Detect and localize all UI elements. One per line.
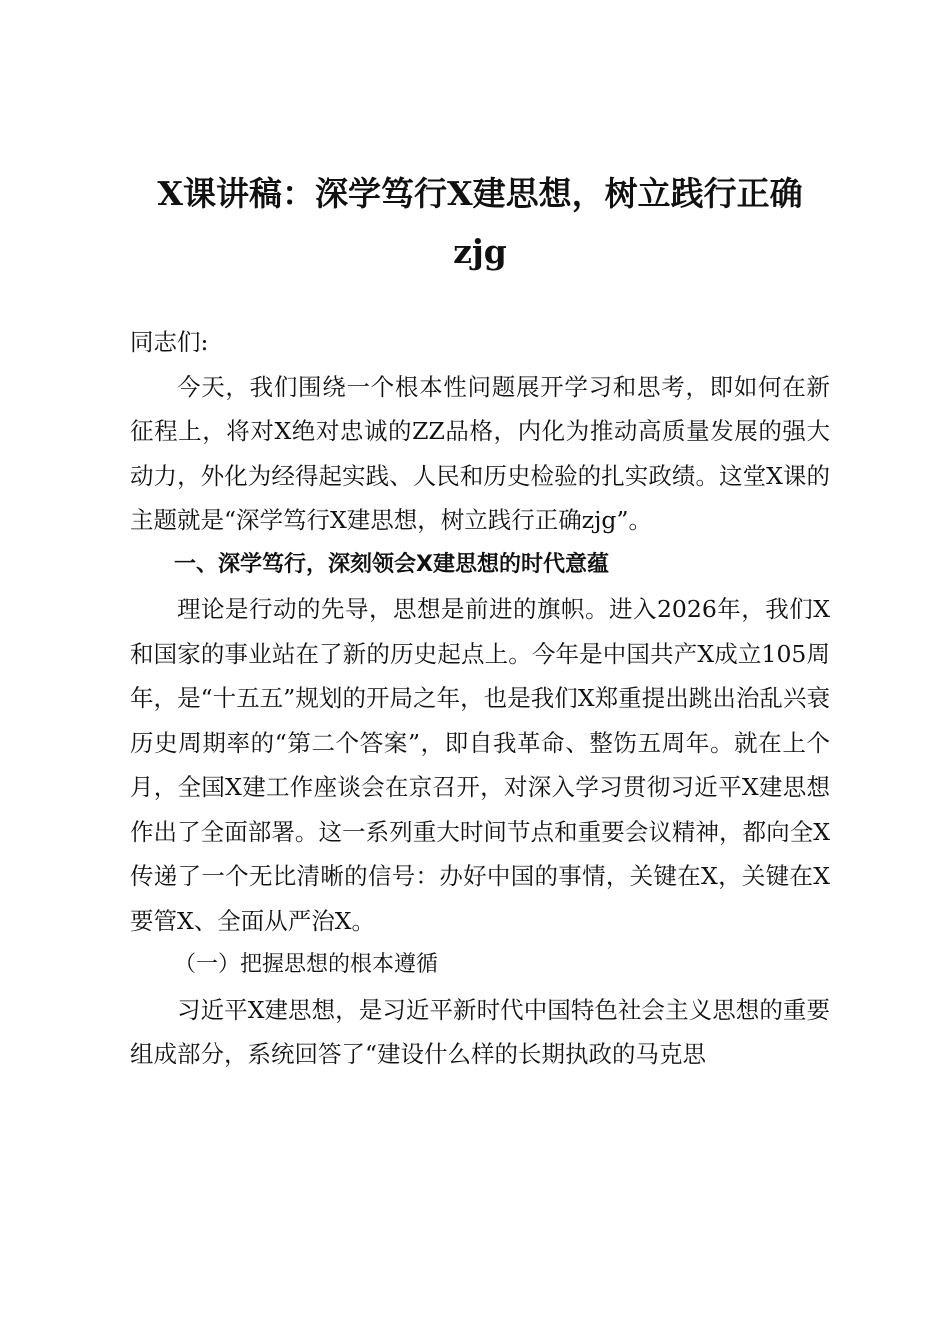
- salutation: 同志们:: [130, 328, 209, 356]
- subsection-heading: （一）把握思想的根本遵循: [174, 952, 439, 977]
- title-line-1: X课讲稿：深学笃行X建思想，树立践行正确: [157, 174, 803, 213]
- paragraph-thought: 习近平X建思想，是习近平新时代中国特色社会主义思想的重要组成部分，系统回答了“建设什么样的长期执政的马克思: [130, 995, 830, 1068]
- document-title: [100, 165, 860, 281]
- title-line-2: zjg: [453, 232, 507, 271]
- section-heading: 一、深学笃行，深刻领会X建思想的时代意蕴: [174, 551, 609, 577]
- paragraph-intro: 今天，我们围绕一个根本性问题展开学习和思考，即如何在新征程上，将对X绝对忠诚的ZZ品格，内化为推动高质量发展的强大动力，外化为经得起实践、人民和历史检验的扎实政绩。这堂X课的主题就是“深学笃行X建思想，树立践行正确zjg”。: [130, 372, 830, 534]
- paragraph-theory: 理论是行动的先导，思想是前进的旗帜。进入2026年，我们X和国家的事业站在了新的历史起点上。今年是中国共产X成立105周年，是“十五五”规划的开局之年，也是我们X郑重提出跳出治乱兴衰历史周期率的“第二个答案”，即自我革命、整饬五周年。就在上个月，全国X建工作座谈会在京召开，对深入学习贯彻习近平X建思想作出了全面部署。这一系列重大时间节点和重要会议精神，都向全X传递了一个无比清晰的信号：办好中国的事情，关键在X，关键在X要管X、全面从严治X。: [130, 595, 830, 935]
- document-body: [130, 320, 830, 1077]
